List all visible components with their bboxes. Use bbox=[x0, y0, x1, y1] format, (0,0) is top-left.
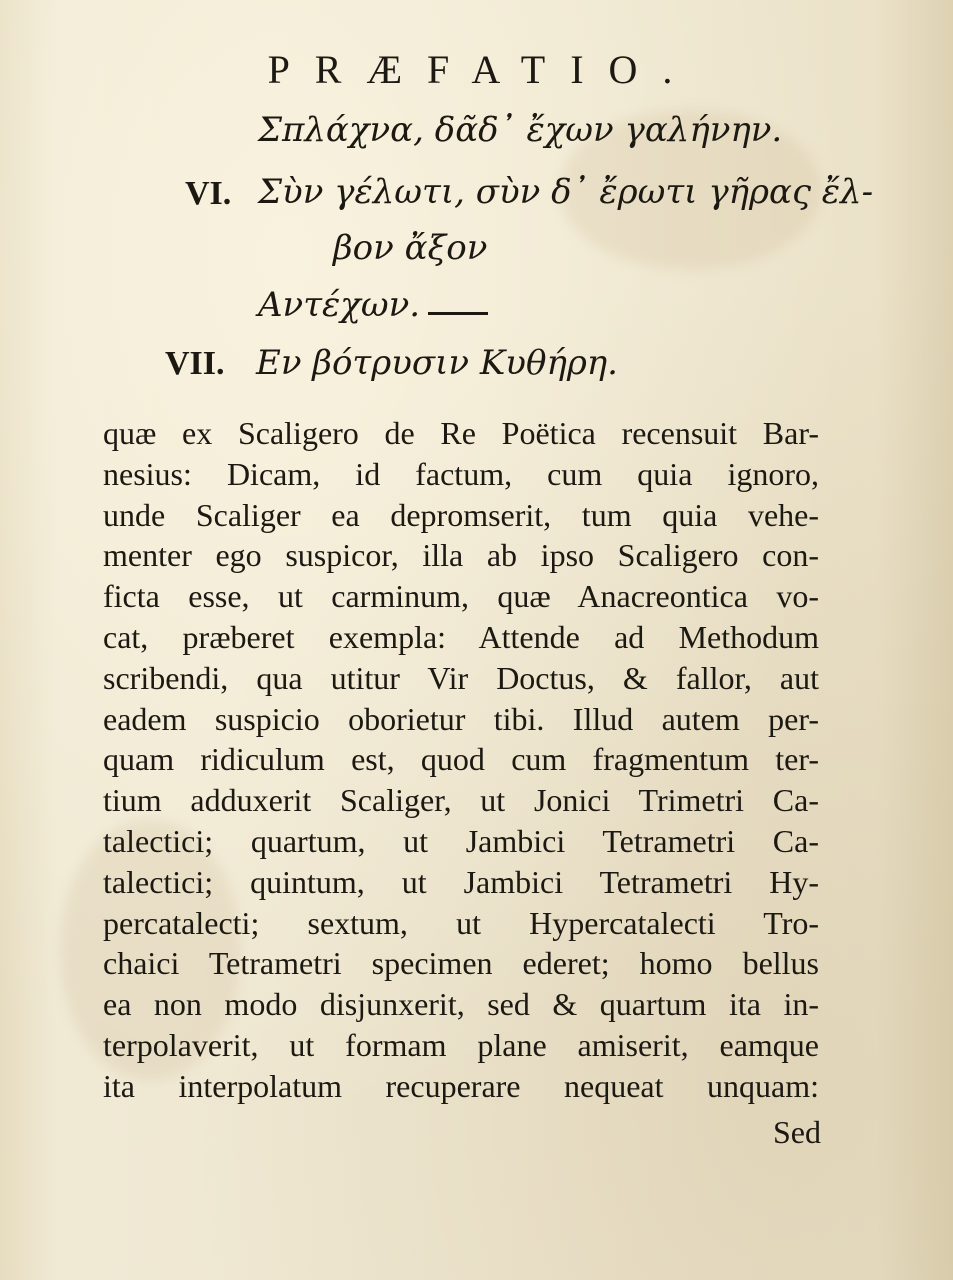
running-head: PRÆFATIO. bbox=[267, 47, 698, 92]
body-line: quæ ex Scaligero de Re Poëtica recensuit Bar- bbox=[103, 415, 819, 451]
body-line: talectici; quartum, ut Jambici Tetrametri Ca- bbox=[103, 822, 819, 859]
verse-line: Εν βότρυσιν Κυθήρη. bbox=[256, 343, 618, 383]
body-line: eadem suspicio oborietur tibi. Illud autem per- bbox=[103, 700, 819, 737]
body-line: tium adduxerit Scaliger, ut Jonici Trimetri Ca- bbox=[103, 782, 819, 819]
body-line: unde Scaliger ea depromserit, tum quia vehe- bbox=[103, 496, 819, 533]
verse-numeral: VII. bbox=[165, 345, 225, 382]
body-line: terpolaverit, ut formam plane amiserit, eamque bbox=[103, 1026, 819, 1063]
body-line: ea non modo disjunxerit, sed & quartum ita in- bbox=[103, 986, 819, 1023]
body-line: scribendi, qua utitur Vir Doctus, & fallor, aut bbox=[103, 659, 819, 696]
verse-line: Σπλάχνα, δᾶδ᾽ ἔχων γαλήνην. bbox=[258, 110, 783, 150]
verse-line: Σὺν γέλωτι, σὺν δ᾽ ἔρωτι γῆρας ἔλ- bbox=[258, 172, 874, 212]
verse-dash bbox=[428, 312, 488, 315]
body-text bbox=[103, 413, 819, 1107]
verse-line: βον ἄξον bbox=[333, 228, 488, 268]
body-line: talectici; quintum, ut Jambici Tetrametri Hy- bbox=[103, 863, 819, 900]
body-line: cat, præberet exempla: Attende ad Methodum bbox=[103, 618, 819, 655]
body-line: ita interpolatum recuperare nequeat unquam: bbox=[103, 1067, 819, 1104]
body-line: percatalecti; sextum, ut Hypercatalecti Tro- bbox=[103, 904, 819, 941]
body-line: menter ego suspicor, illa ab ipso Scaligero con- bbox=[103, 537, 819, 574]
catchword: Sed bbox=[773, 1114, 821, 1150]
body-line: quam ridiculum est, quod cum fragmentum ter- bbox=[103, 741, 819, 778]
body-line: nesius: Dicam, id factum, cum quia ignoro, bbox=[103, 455, 819, 492]
verse-numeral: VI. bbox=[185, 175, 232, 212]
body-line: ficta esse, ut carminum, quæ Anacreontica vo- bbox=[103, 578, 819, 615]
body-line: chaici Tetrametri specimen ederet; homo bellus bbox=[103, 945, 819, 982]
verse-line: Αντέχων. bbox=[258, 285, 421, 325]
